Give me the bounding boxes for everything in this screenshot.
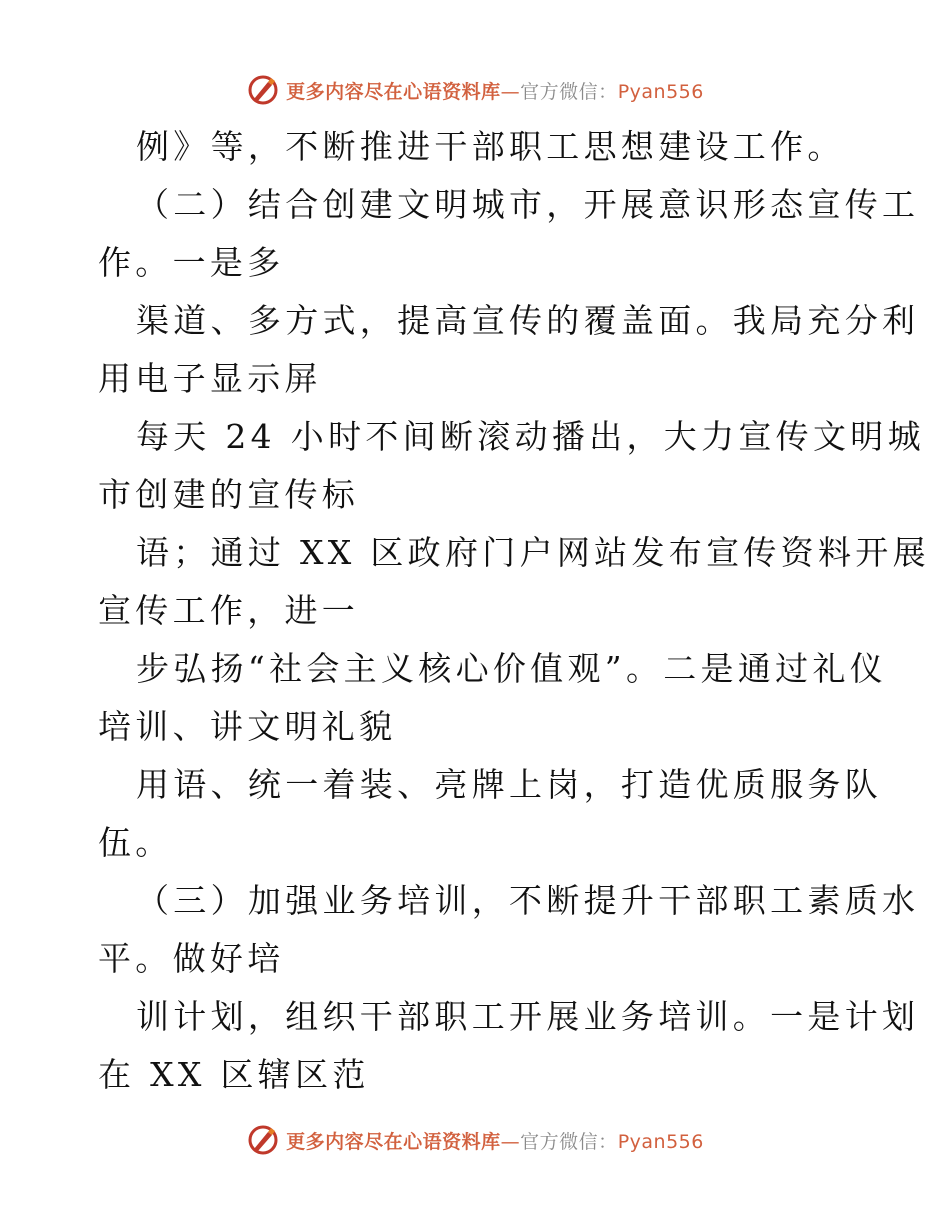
watermark-wechat-id: Pyan556 <box>617 1130 704 1153</box>
watermark-text <box>286 1127 704 1154</box>
text-line: （三）加强业务培训，不断提升干部职工素质水 <box>136 881 920 920</box>
pen-logo-icon <box>246 73 280 107</box>
text-line: 市创建的宣传标 <box>98 475 360 514</box>
text-line: 宣传工作，进一 <box>98 591 360 630</box>
watermark-dash: — <box>500 80 521 103</box>
watermark-label: 官方微信： <box>520 1130 618 1153</box>
text-line: 作。一是多 <box>98 243 285 282</box>
watermark-text <box>286 77 704 104</box>
watermark-wechat-id: Pyan556 <box>617 80 704 103</box>
text-line: 平。做好培 <box>98 939 285 978</box>
text-line: 用语、统一着装、亮牌上岗，打造优质服务队 <box>136 765 882 804</box>
header-watermark <box>0 70 950 110</box>
text-line: （二）结合创建文明城市，开展意识形态宣传工 <box>136 185 920 224</box>
watermark-brand: 更多内容尽在心语资料库 <box>286 1130 501 1153</box>
text-line: 每天 24 小时不间断滚动播出，大力宣传文明城 <box>136 417 925 456</box>
text-line: 训计划，组织干部职工开展业务培训。一是计划 <box>136 997 920 1036</box>
pen-logo-icon <box>246 1123 280 1157</box>
text-line: 伍。 <box>98 823 173 862</box>
watermark-brand: 更多内容尽在心语资料库 <box>286 80 501 103</box>
footer-watermark <box>0 1120 950 1160</box>
document-body <box>98 118 930 1104</box>
watermark-dash: — <box>500 1130 521 1153</box>
text-line: 语；通过 XX 区政府门户网站发布宣传资料开展 <box>136 533 930 572</box>
text-line: 用电子显示屏 <box>98 359 322 398</box>
text-line: 渠道、多方式，提高宣传的覆盖面。我局充分利 <box>136 301 920 340</box>
text-line: 培训、讲文明礼貌 <box>98 707 397 746</box>
watermark-label: 官方微信： <box>520 80 618 103</box>
text-line: 步弘扬“社会主义核心价值观”。二是通过礼仪 <box>136 649 888 688</box>
text-line: 例》等，不断推进干部职工思想建设工作。 <box>136 127 845 166</box>
text-line: 在 XX 区辖区范 <box>98 1055 370 1094</box>
